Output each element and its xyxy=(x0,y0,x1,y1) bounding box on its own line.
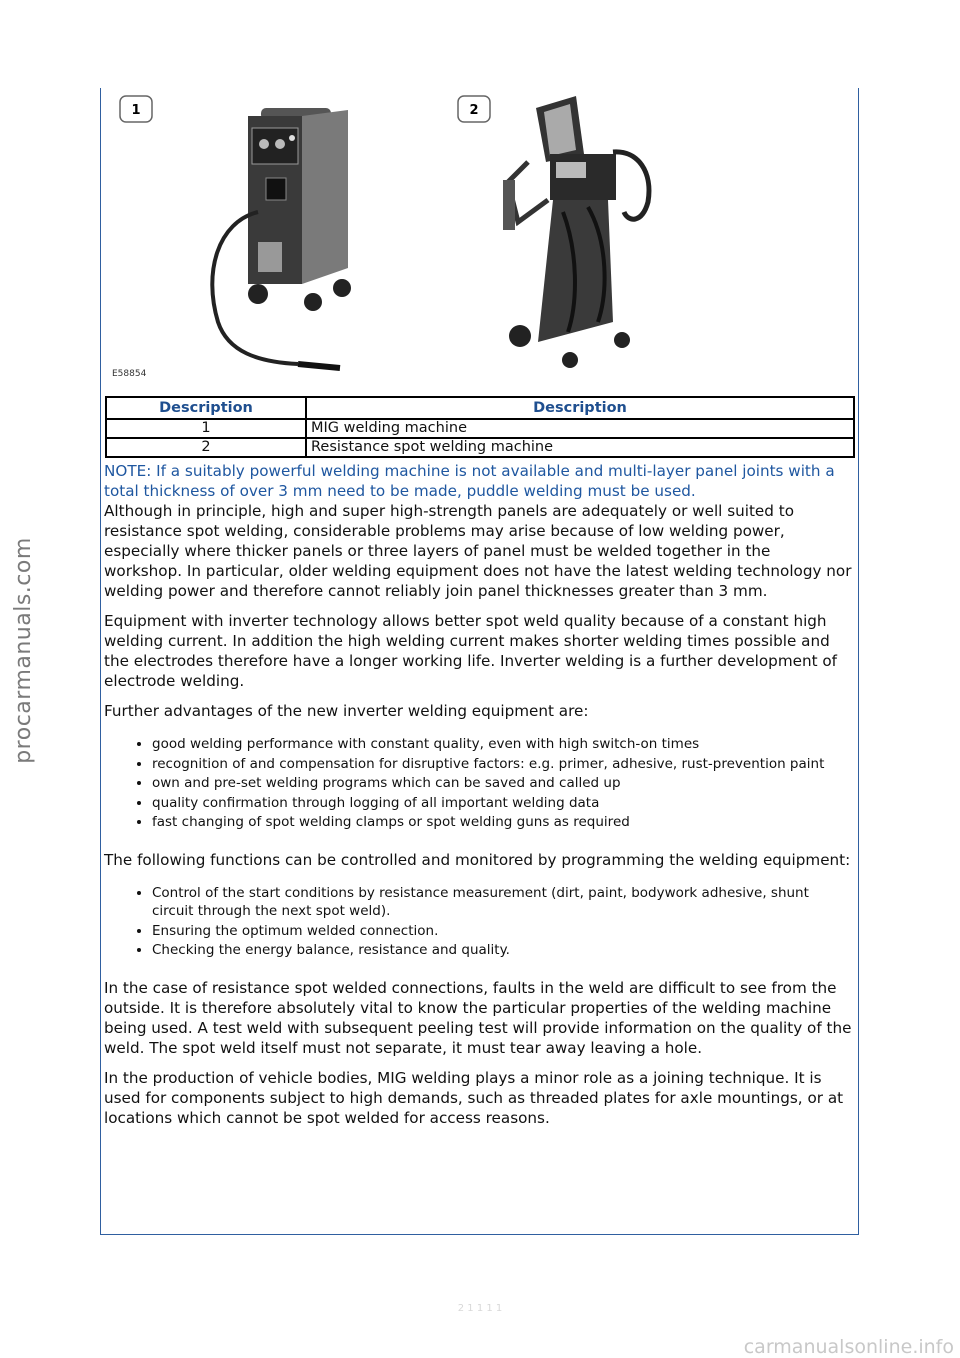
table-header-row xyxy=(106,397,854,419)
page-number: 2 1 1 1 1 xyxy=(457,1303,503,1314)
paragraph: Equipment with inverter technology allows better spot weld quality because of a constant high welding current. In addition the high welding current makes shorter welding times possible and the electrodes therefore have a longer working life. Inverter welding is a further development of electrode welding. xyxy=(104,612,838,690)
table-header-description: Description xyxy=(306,397,854,419)
mig-welding-machine-drawing xyxy=(212,108,351,368)
callout-2-label: 2 xyxy=(469,103,479,118)
table-header-number: Description xyxy=(106,397,306,419)
callout-2 xyxy=(458,96,490,122)
table-row xyxy=(106,438,854,457)
welding-machines-figure xyxy=(108,92,853,384)
side-watermark-text: procarmanuals.com xyxy=(10,536,36,764)
figure-code: E58854 xyxy=(112,369,147,379)
bottom-watermark: carmanualsonline.info xyxy=(743,1336,954,1358)
list-item: • Ensuring the optimum welded connection. xyxy=(152,922,852,941)
callout-1-label: 1 xyxy=(131,103,141,118)
list-item: • recognition of and compensation for disruptive factors: e.g. primer, adhesive, rust-prevention paint xyxy=(152,755,852,774)
main-content xyxy=(104,461,852,1138)
advantages-list xyxy=(104,735,852,832)
list-item: • good welding performance with constant quality, even with high switch-on times xyxy=(152,735,852,754)
table-cell-number: 1 xyxy=(106,419,306,438)
note-text: NOTE: If a suitably powerful welding machine is not available and multi-layer panel joints with a total thickness of over 3 mm need to be made, puddle welding must be used. xyxy=(104,462,835,500)
table-cell-description: Resistance spot welding machine xyxy=(306,438,854,457)
paragraph: In the case of resistance spot welded connections, faults in the weld are difficult to see from the outside. It is therefore absolutely vital to know the particular properties of the welding machine being used. A test weld with subsequent peeling test will provide information on the quality of the weld. The spot weld itself must not separate, it must tear away leaving a hole. xyxy=(104,978,852,1057)
table-cell-description: MIG welding machine xyxy=(306,419,854,438)
paragraph: Further advantages of the new inverter welding equipment are: xyxy=(104,702,589,720)
paragraph: In the production of vehicle bodies, MIG welding plays a minor role as a joining technique. It is used for components subject to high demands, such as threaded plates for axle mountings, or at locations which cannot be spot welded for access reasons. xyxy=(104,1068,844,1127)
list-item: • fast changing of spot welding clamps or spot welding guns as required xyxy=(152,813,852,832)
side-watermark xyxy=(6,520,40,780)
spot-welding-machine-drawing xyxy=(503,96,649,368)
list-item: • own and pre-set welding programs which can be saved and called up xyxy=(152,774,852,793)
table-cell-number: 2 xyxy=(106,438,306,457)
list-item: • Checking the energy balance, resistance and quality. xyxy=(152,941,852,960)
paragraph: The following functions can be controlled and monitored by programming the welding equipment: xyxy=(104,850,851,869)
callout-1 xyxy=(120,96,152,122)
functions-list xyxy=(104,884,852,960)
list-item: • quality confirmation through logging of all important welding data xyxy=(152,794,852,813)
description-table xyxy=(105,396,855,458)
list-item: • Control of the start conditions by resistance measurement (dirt, paint, bodywork adhesive, shunt circuit through the next spot weld). xyxy=(152,884,852,921)
table-row xyxy=(106,419,854,438)
paragraph: Although in principle, high and super high-strength panels are adequately or well suited to resistance spot welding, considerable problems may arise because of low welding power, especially where thicker panels or three layers of panel must be welded together in the workshop. In particular, older welding equipment does not have the latest welding technology nor welding power and therefore cannot reliably join panel thicknesses greater than 3 mm. xyxy=(104,502,852,600)
